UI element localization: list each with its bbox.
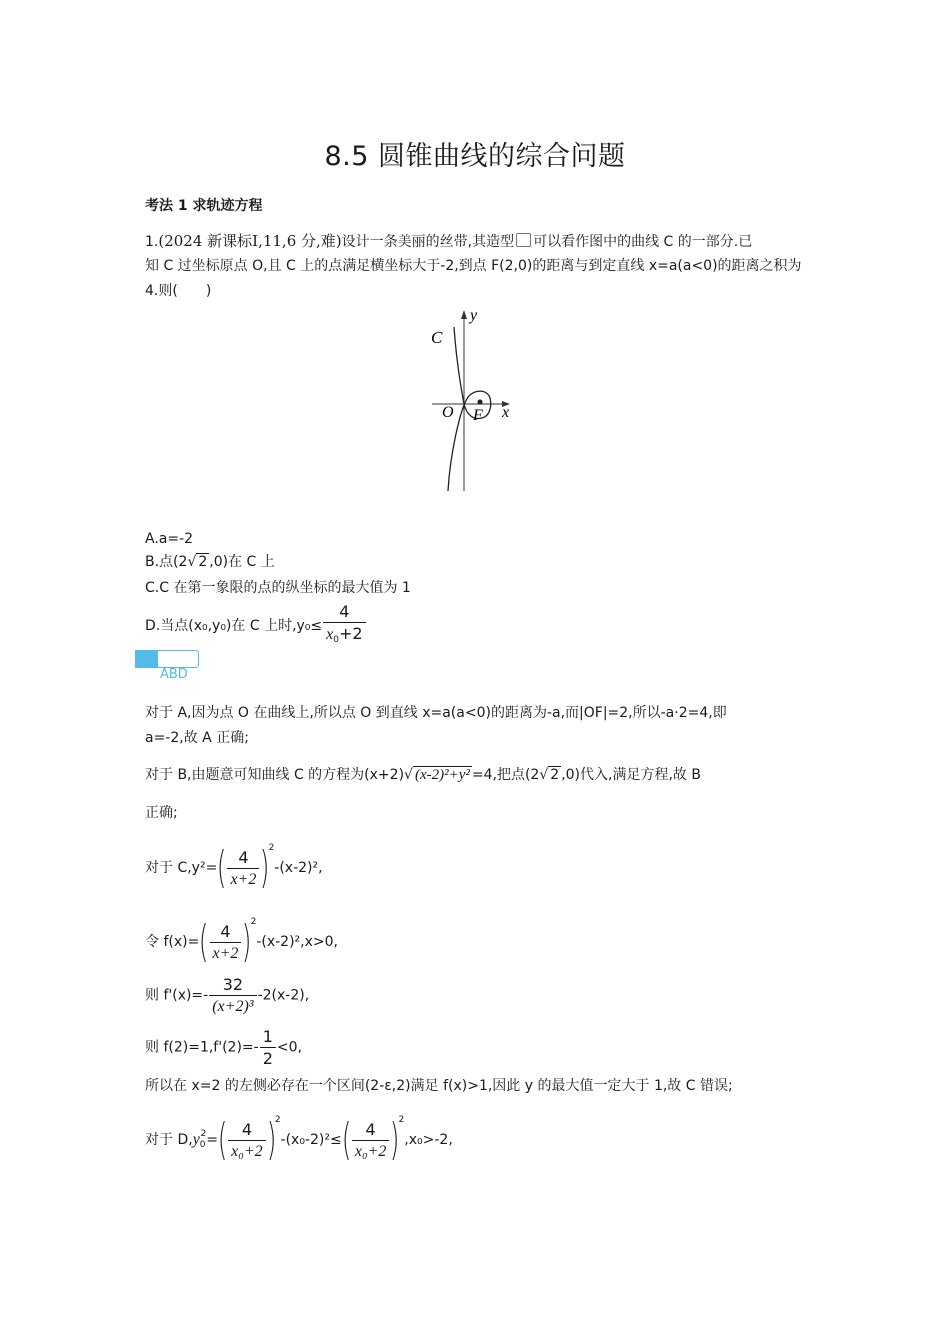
solution-d-formula: 对于 $D,y_0^2=$( $\frac{4}{\text{x₀+2}}$ )$^2$-(x₀-2)²≤( $\frac{4}{\text{x₀+2}}$ )$^2$,x₀>-2, <box>145 1114 453 1165</box>
solution-c-formula: 对于 C,y²=( $\frac{4}{x+2}$ )$^2$-(x-2)², <box>145 842 323 893</box>
question-number: 1. <box>145 234 159 250</box>
sqrt-symbol: √ 2 <box>539 767 560 783</box>
fraction: $\frac{1}{2}$ <box>260 1027 276 1068</box>
question-line-1: 1.(2024 新课标Ⅰ,11,6 分,难)设计一条美丽的丝带,其造型 可以看作图中的曲线 C 的一部分.已 <box>145 232 753 250</box>
option-b: B.点(2√ 2 ,0)在 C 上 <box>145 554 275 570</box>
focus-point <box>477 399 482 404</box>
sqrt-symbol: √ (x-2)²+y² <box>404 767 470 783</box>
question-line-3: 4.则( ) <box>145 283 212 299</box>
option-a: A.a=-2 <box>145 531 194 547</box>
question-line-2: 知 C 过坐标原点 O,且 C 上的点满足横坐标大于-2,到点 F(2,0)的距离与到定直线 x=a(a<0)的距离之积为 <box>145 258 802 274</box>
fraction: $\frac{4}{x+2}$ <box>210 922 242 963</box>
section-heading: 考法 1 求轨迹方程 <box>145 198 263 214</box>
question-source: (2024 新课标Ⅰ,11,6 分,难) <box>158 232 342 250</box>
solution-b-line-2: 正确; <box>145 805 178 821</box>
label-x: x <box>502 404 510 421</box>
label-o: O <box>442 404 454 421</box>
solution-b-line-1: 对于 B,由题意可知曲线 C 的方程为(x+2)√ (x-2)²+y² =4,把点(2√ 2 ,0)代入,满足方程,故 B <box>145 767 701 783</box>
answer-tag <box>135 650 199 668</box>
fraction: $\frac{4}{x+2}$ <box>227 848 259 889</box>
sqrt-symbol: √ 2 <box>187 554 208 570</box>
y-axis-arrow <box>461 310 467 319</box>
solution-a-line-2: a=-2,故 A 正确; <box>145 730 249 746</box>
page-title: 8.5 圆锥曲线的综合问题 <box>324 141 626 172</box>
label-f: F <box>473 407 483 424</box>
fraction: $\frac{4}{\text{x₀+2}}$ <box>352 1120 389 1161</box>
fraction: $\frac{4}{\text{x₀+2}}$ <box>228 1120 265 1161</box>
curve-figure <box>420 305 530 495</box>
ribbon-shape-icon <box>516 233 531 247</box>
fraction: $\frac{4}{x_0+2}$ <box>323 602 365 650</box>
solution-f-values: 则 f(2)=1,f'(2)=- $\frac{1}{2}$ <0, <box>145 1027 302 1068</box>
solution-f-definition: 令 f(x)=( $\frac{4}{x+2}$ )$^2$-(x-2)²,x>0, <box>145 916 338 967</box>
solution-a-line-1: 对于 A,因为点 O 在曲线上,所以点 O 到直线 x=a(a<0)的距离为-a,而|OF|=2,所以-a·2=4,即 <box>145 705 727 721</box>
option-d: D.当点(x₀,y₀)在 C 上时,y₀≤ $\frac{4}{x_0+2}$ <box>145 602 367 650</box>
label-y: y <box>470 307 478 324</box>
label-c: C <box>431 328 443 347</box>
option-c: C.C 在第一象限的点的纵坐标的最大值为 1 <box>145 580 411 596</box>
curve-c <box>448 327 491 491</box>
fraction: $\frac{32}{\text{(x+2)³}}$ <box>209 975 256 1016</box>
solution-c-conclusion: 所以在 x=2 的左侧必存在一个区间(2-ε,2)满足 f(x)>1,因此 y 的最大值一定大于 1,故 C 错误; <box>145 1078 733 1094</box>
solution-derivative: 则 f'(x)=- $\frac{32}{\text{(x+2)³}}$ -2(x-2), <box>145 975 310 1015</box>
answer-text: ABD <box>160 667 188 682</box>
